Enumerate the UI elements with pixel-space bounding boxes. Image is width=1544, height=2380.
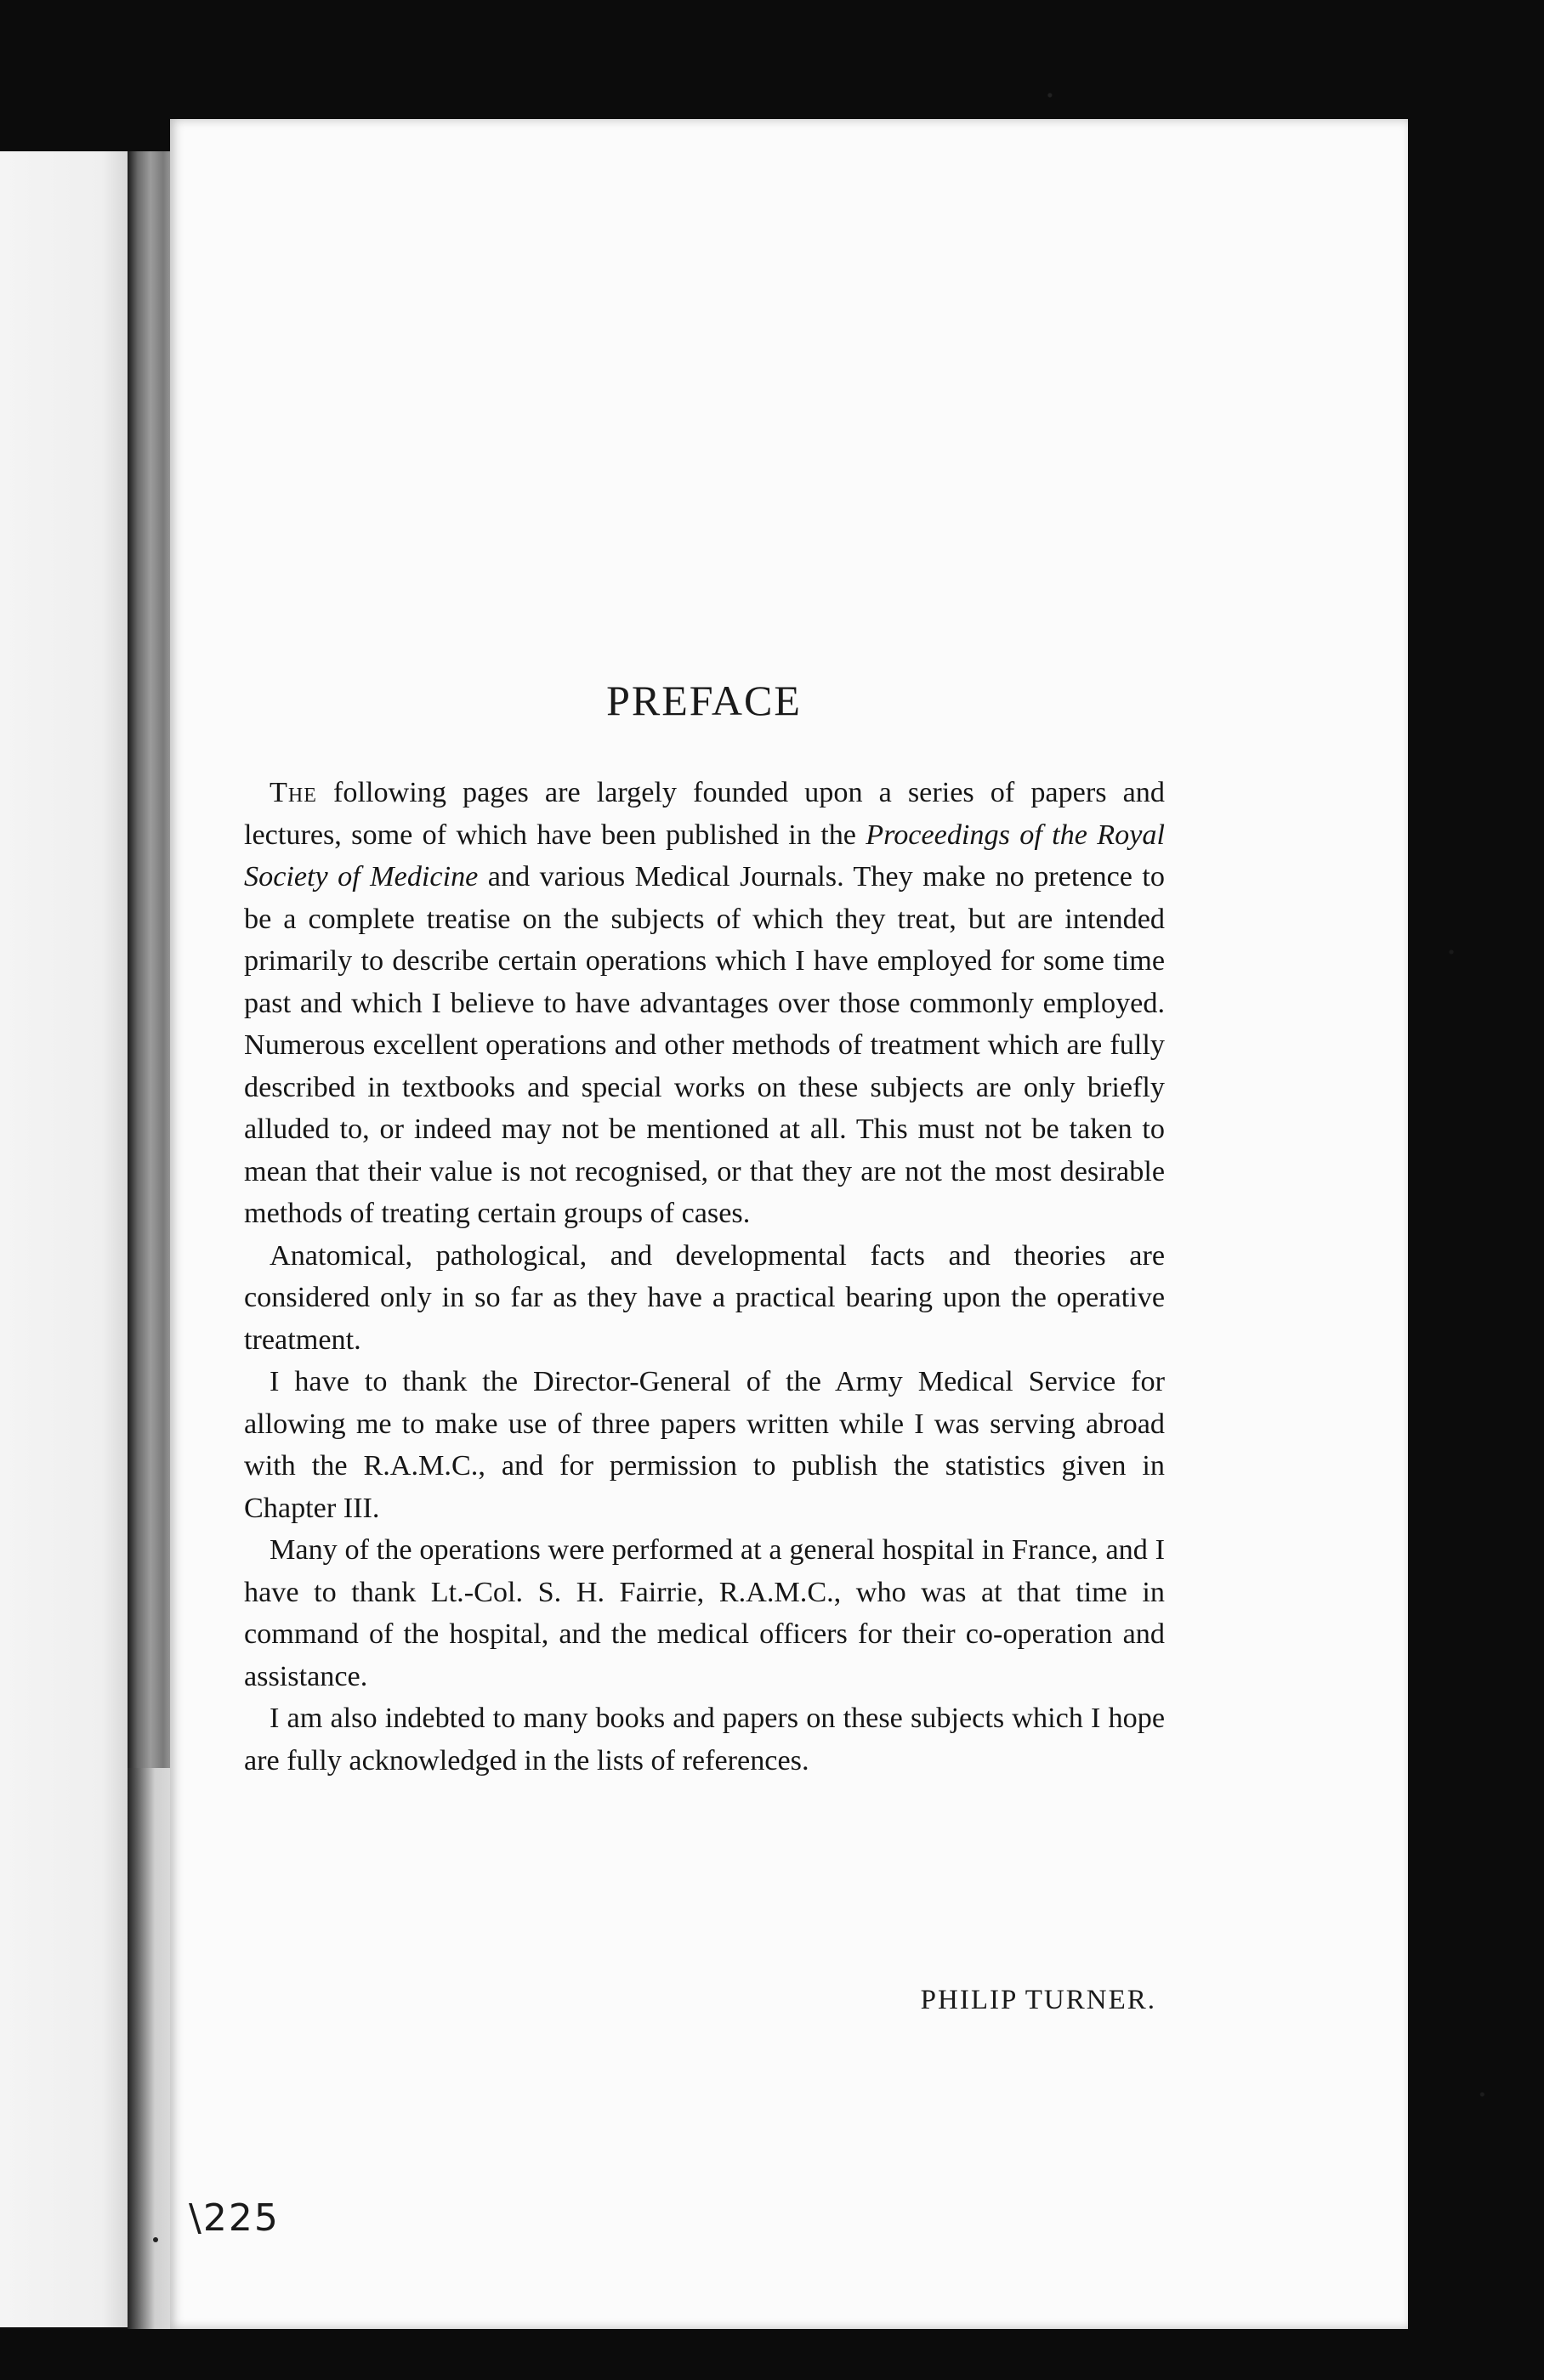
preface-body [244, 772, 1165, 1782]
handwritten-note: \225 [189, 2196, 280, 2240]
paragraph-text: following pages are largely founded upon a series of papers and lectures, some of which have been published in the [244, 777, 1165, 851]
paragraph-lead-word: The [270, 777, 317, 808]
paragraph-3: I have to thank the Director-General of the Army Medical Service for allowing me to make use of three papers written while I was serving abroad with the R.A.M.C., and for permission to publish the statistics given in Chapter III. [244, 1366, 1165, 1524]
ink-dot [153, 2237, 158, 2242]
author-signature: PHILIP TURNER. [920, 1985, 1156, 2015]
paragraph-text: and various Medical Journals. They make no pretence to be a complete treatise on the subjects of which they treat, but are intended primarily to describe certain operations which I have employed for some time past and which I believe to have advantages over those commonly employed. Numerous excellent operations and other methods of treatment which are fully described in textbooks and special works on these subjects are only briefly alluded to, or indeed may not be mentioned at all. This must not be taken to mean that their value is not recognised, or that they are not the most desirable methods of treating certain groups of cases. [244, 861, 1166, 1229]
previous-page-edge [0, 151, 128, 2327]
paragraph-2: Anatomical, pathological, and developmental facts and theories are considered only in so far as they have a practical bearing upon the operative treatment. [244, 1239, 1165, 1356]
paragraph-4: Many of the operations were performed at a general hospital in France, and I have to thank Lt.-Col. S. H. Fairrie, R.A.M.C., who was at that time in command of the hospital, and the medical officers for their co-operation and assistance. [244, 1534, 1165, 1692]
paragraph-5: I am also indebted to many books and papers on these subjects which I hope are fully acknowledged in the lists of references. [244, 1703, 1165, 1776]
paragraph-1 [244, 772, 1165, 1235]
journal-title: Proceedings of the Royal Society of Medicine [244, 819, 1165, 892]
page-heading: PREFACE [606, 677, 802, 724]
